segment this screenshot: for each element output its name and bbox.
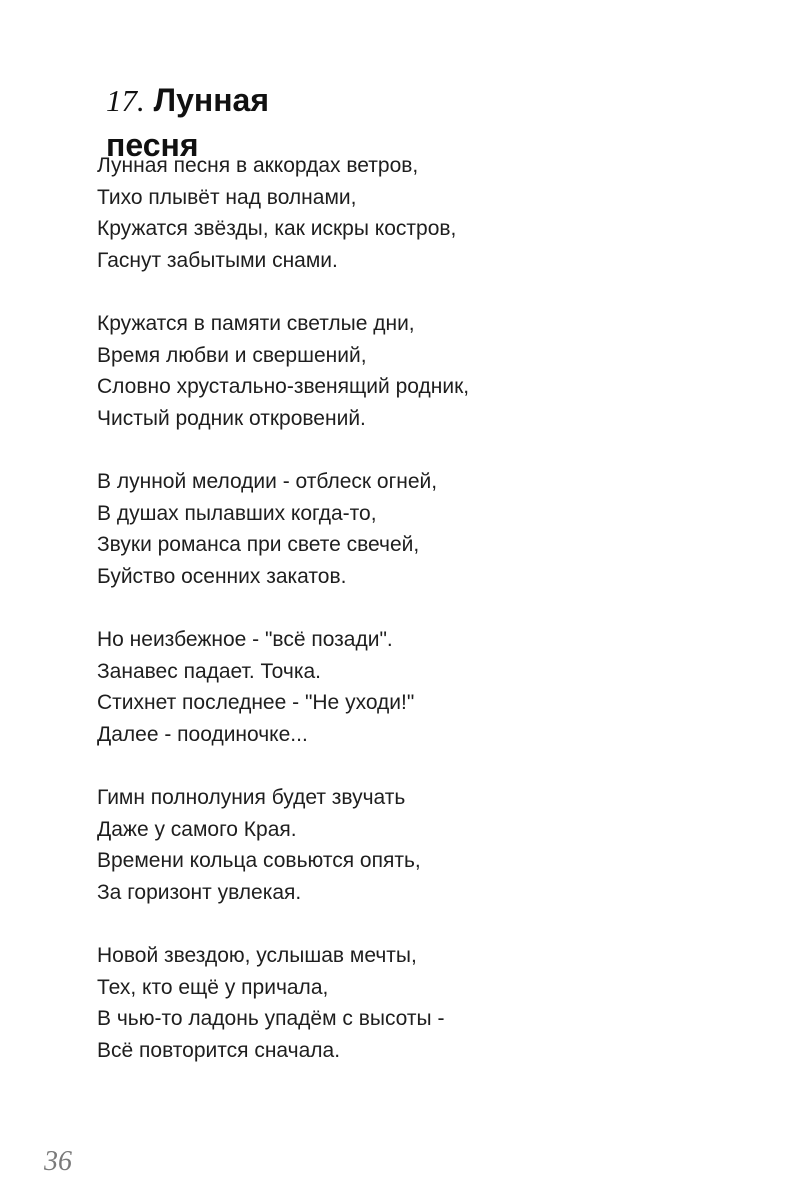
poem-number: 17.: [106, 83, 145, 118]
stanza: [97, 150, 757, 276]
poem-line: Тихо плывёт над волнами,: [97, 185, 357, 209]
poem-line: Время любви и свершений,: [97, 343, 367, 367]
poem-line: Даже у самого Края.: [97, 817, 297, 841]
stanza: [97, 624, 757, 750]
poem-line: Но неизбежное - "всё позади".: [97, 628, 393, 651]
poem-line: Лунная песня в аккордах ветров,: [97, 154, 419, 177]
poem-line: Словно хрустально-звенящий родник,: [97, 375, 470, 398]
poem-line: Далее - поодиночке...: [97, 722, 308, 746]
poem-line: Кружатся в памяти светлые дни,: [97, 312, 415, 335]
poem-line: Кружатся звёзды, как искры костров,: [97, 217, 457, 240]
poem-line: Тех, кто ещё у причала,: [97, 975, 329, 999]
poem-line: Чистый родник откровений.: [97, 406, 366, 430]
page-number: 36: [44, 1146, 72, 1177]
poem-line: Гимн полнолуния будет звучать: [97, 786, 406, 809]
poem-line: Стихнет последнее - "Не уходи!": [97, 691, 415, 714]
poem-title-text: Лунная песня: [106, 82, 270, 163]
poem-line: В душах пылавших когда-то,: [97, 501, 377, 525]
stanza: [97, 466, 757, 592]
poem-line: Времени кольца совьются опять,: [97, 849, 421, 872]
stanza: [97, 308, 757, 434]
poem-line: За горизонт увлекая.: [97, 880, 302, 904]
stanza: [97, 782, 757, 908]
poem-line: Гаснут забытыми снами.: [97, 248, 338, 272]
stanza: [97, 940, 757, 1066]
poem-line: Всё повторится сначала.: [97, 1038, 341, 1062]
poem-line: В лунной мелодии - отблеск огней,: [97, 470, 438, 493]
poem-line: Занавес падает. Точка.: [97, 659, 322, 683]
poem-body: [97, 150, 757, 1098]
poem-line: Буйство осенних закатов.: [97, 564, 347, 588]
poem-line: Новой звездою, услышав мечты,: [97, 944, 417, 967]
poem-line: В чью-то ладонь упадём с высоты -: [97, 1007, 445, 1030]
poem-line: Звуки романса при свете свечей,: [97, 533, 420, 556]
